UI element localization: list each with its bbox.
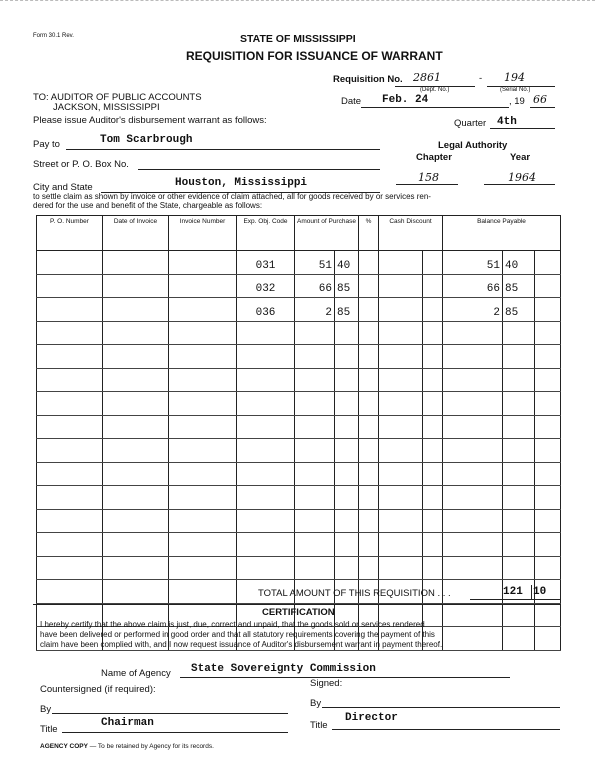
table-row: [37, 486, 561, 510]
requisition-dash: -: [479, 73, 483, 84]
invoice-cell: [169, 509, 237, 533]
percent-cell: [359, 392, 379, 416]
date-value: Feb. 24: [382, 94, 429, 106]
po-cell: [37, 274, 103, 298]
address-line-1: TO: AUDITOR OF PUBLIC ACCOUNTS: [33, 92, 202, 103]
agency-line: [180, 677, 510, 678]
amount-cents-cell: [335, 509, 359, 533]
table-row: [37, 509, 561, 533]
date-cell: [103, 298, 169, 322]
invoice-cell: [169, 274, 237, 298]
balance-cents-cell: 85: [503, 298, 535, 322]
state-heading: STATE OF MISSISSIPPI: [240, 33, 356, 45]
amount-dollars-cell: [295, 368, 335, 392]
exp-obj-code-cell: [237, 368, 295, 392]
amount-dollars-cell: 2: [295, 298, 335, 322]
percent-cell: [359, 415, 379, 439]
discount-dollars-cell: [379, 298, 423, 322]
right-title-line: [332, 729, 560, 730]
balance-extra-cell: [535, 486, 561, 510]
amount-dollars-cell: [295, 462, 335, 486]
amount-cents-cell: [335, 462, 359, 486]
discount-cents-cell: [423, 462, 443, 486]
amount-cents-cell: [335, 556, 359, 580]
serial-no-value: 194: [504, 71, 525, 84]
certification-line-3: claim have been complied with, and I now request issuance of Auditor's disbursement warrant in payment thereof.: [40, 640, 443, 649]
header-percent: %: [359, 216, 379, 251]
footer-rest: — To be retained by Agency for its records.: [87, 743, 214, 750]
quarter-label: Quarter: [454, 118, 487, 129]
balance-dollars-cell: [443, 368, 503, 392]
exp-obj-code-cell: [237, 462, 295, 486]
left-title-label: Title: [40, 724, 58, 735]
balance-extra-cell: [535, 392, 561, 416]
exp-obj-code-cell: [237, 345, 295, 369]
date-cell: [103, 509, 169, 533]
amount-dollars-cell: [295, 392, 335, 416]
address-line-3: Please issue Auditor's disbursement warrant as follows:: [33, 115, 267, 126]
right-by-label: By: [310, 698, 322, 709]
po-cell: [37, 392, 103, 416]
amount-cents-cell: [335, 345, 359, 369]
date-cell: [103, 486, 169, 510]
date-cell: [103, 251, 169, 275]
table-row: [37, 462, 561, 486]
balance-dollars-cell: [443, 415, 503, 439]
balance-cents-cell: [503, 345, 535, 369]
balance-cents-cell: [503, 321, 535, 345]
date-cell: [103, 556, 169, 580]
amount-dollars-cell: [295, 415, 335, 439]
balance-cents-cell: [503, 368, 535, 392]
balance-dollars-cell: [443, 392, 503, 416]
po-cell: [37, 533, 103, 557]
pay-to-label: Pay to: [33, 139, 60, 150]
chapter-label: Chapter: [416, 152, 452, 163]
table-row: [37, 321, 561, 345]
table-row: [37, 274, 561, 298]
table-row: [37, 368, 561, 392]
street-label: Street or P. O. Box No.: [33, 159, 129, 170]
invoice-cell: [169, 392, 237, 416]
amount-cents-cell: [335, 486, 359, 510]
left-title-line: [62, 732, 288, 733]
date-cell: [103, 345, 169, 369]
header-po-number: P. O. Number: [37, 216, 103, 251]
invoice-cell: [169, 368, 237, 392]
street-line: [138, 169, 380, 170]
percent-cell: [359, 486, 379, 510]
discount-cents-cell: [423, 298, 443, 322]
total-cents: 10: [533, 586, 547, 598]
date-cell: [103, 321, 169, 345]
balance-cents-cell: [503, 415, 535, 439]
balance-cents-cell: [503, 439, 535, 463]
balance-cents-cell: [503, 509, 535, 533]
right-title-value: Director: [345, 712, 398, 724]
po-cell: [37, 556, 103, 580]
percent-cell: [359, 274, 379, 298]
exp-obj-code-cell: 032: [237, 274, 295, 298]
balance-extra-cell: [535, 321, 561, 345]
invoice-cell: [169, 298, 237, 322]
discount-dollars-cell: [379, 415, 423, 439]
pay-to-line: [66, 149, 380, 150]
balance-dollars-cell: [443, 462, 503, 486]
balance-dollars-cell: 2: [443, 298, 503, 322]
pay-to-value: Tom Scarbrough: [100, 134, 193, 146]
percent-cell: [359, 298, 379, 322]
balance-cents-cell: [503, 627, 535, 651]
ledger-table: [36, 215, 561, 651]
certification-line-2: have been delivered or performed in good order and that all statutory requirements covering the payment of this: [40, 630, 435, 639]
discount-cents-cell: [423, 274, 443, 298]
exp-obj-code-cell: [237, 392, 295, 416]
table-row: [37, 298, 561, 322]
percent-cell: [359, 251, 379, 275]
percent-cell: [359, 462, 379, 486]
po-cell: [37, 345, 103, 369]
po-cell: [37, 251, 103, 275]
exp-obj-code-cell: [237, 533, 295, 557]
amount-cents-cell: 85: [335, 274, 359, 298]
discount-cents-cell: [423, 321, 443, 345]
amount-dollars-cell: [295, 321, 335, 345]
form-title: REQUISITION FOR ISSUANCE OF WARRANT: [186, 49, 443, 63]
year-label: Year: [510, 152, 531, 163]
chapter-value: 158: [418, 171, 439, 184]
discount-dollars-cell: [379, 274, 423, 298]
date-cell: [103, 533, 169, 557]
discount-cents-cell: [423, 486, 443, 510]
exp-obj-code-cell: [237, 321, 295, 345]
header-invoice-number: Invoice Number: [169, 216, 237, 251]
agency-label: Name of Agency: [101, 668, 171, 679]
date-cell: [103, 415, 169, 439]
balance-dollars-cell: [443, 533, 503, 557]
table-row: [37, 556, 561, 580]
quarter-line: [490, 128, 555, 129]
header-date-of-invoice: Date of Invoice: [103, 216, 169, 251]
left-by-line: [52, 713, 288, 714]
date-year-prefix: , 19: [509, 96, 525, 107]
signed-label: Signed:: [310, 678, 343, 689]
certification-title: CERTIFICATION: [262, 607, 335, 618]
invoice-cell: [169, 321, 237, 345]
amount-cents-cell: 85: [335, 298, 359, 322]
discount-dollars-cell: [379, 556, 423, 580]
balance-dollars-cell: [443, 486, 503, 510]
invoice-cell: [169, 556, 237, 580]
year-value: 1964: [508, 171, 536, 184]
date-year-line: [530, 107, 555, 108]
amount-dollars-cell: [295, 486, 335, 510]
po-cell: [37, 462, 103, 486]
amount-cents-cell: [335, 439, 359, 463]
po-cell: [37, 298, 103, 322]
invoice-cell: [169, 439, 237, 463]
address-line-2: JACKSON, MISSISSIPPI: [53, 102, 160, 113]
balance-cents-cell: [503, 486, 535, 510]
exp-obj-code-cell: 036: [237, 298, 295, 322]
balance-extra-cell: [535, 274, 561, 298]
balance-extra-cell: [535, 415, 561, 439]
discount-cents-cell: [423, 439, 443, 463]
balance-dollars-cell: [443, 603, 503, 627]
balance-cents-cell: [503, 603, 535, 627]
chapter-line: [396, 184, 458, 185]
amount-dollars-cell: [295, 345, 335, 369]
discount-cents-cell: [423, 368, 443, 392]
balance-extra-cell: [535, 298, 561, 322]
balance-extra-cell: [535, 509, 561, 533]
date-cell: [103, 368, 169, 392]
balance-cents-cell: [503, 556, 535, 580]
amount-dollars-cell: [295, 439, 335, 463]
total-cents-divider: [531, 585, 532, 599]
dept-no-caption: (Dept. No.): [420, 87, 450, 93]
invoice-cell: [169, 533, 237, 557]
discount-dollars-cell: [379, 533, 423, 557]
header-cash-discount: Cash Discount: [379, 216, 443, 251]
balance-dollars-cell: [443, 321, 503, 345]
invoice-cell: [169, 251, 237, 275]
discount-cents-cell: [423, 251, 443, 275]
discount-dollars-cell: [379, 486, 423, 510]
discount-dollars-cell: [379, 462, 423, 486]
percent-cell: [359, 345, 379, 369]
header-amount-of-purchase: Amount of Purchase: [295, 216, 359, 251]
footer-note: [40, 743, 214, 750]
left-title-value: Chairman: [101, 717, 154, 729]
balance-extra-cell: [535, 603, 561, 627]
balance-extra-cell: [535, 439, 561, 463]
invoice-cell: [169, 580, 237, 604]
balance-cents-cell: 85: [503, 274, 535, 298]
percent-cell: [359, 321, 379, 345]
settle-text-2: dered for the use and benefit of the State, chargeable as follows:: [33, 201, 263, 210]
po-cell: [37, 321, 103, 345]
date-label: Date: [341, 96, 362, 107]
po-cell: [37, 580, 103, 604]
page-top-edge: [0, 0, 595, 1]
amount-cents-cell: [335, 415, 359, 439]
agency-value: State Sovereignty Commission: [191, 663, 376, 675]
amount-cents-cell: [335, 533, 359, 557]
table-row: [37, 392, 561, 416]
amount-dollars-cell: [295, 556, 335, 580]
table-row: [37, 251, 561, 275]
invoice-cell: [169, 345, 237, 369]
quarter-value: 4th: [497, 116, 517, 128]
discount-dollars-cell: [379, 509, 423, 533]
amount-dollars-cell: [295, 533, 335, 557]
po-cell: [37, 509, 103, 533]
requisition-label: Requisition No.: [333, 74, 403, 85]
left-by-label: By: [40, 704, 52, 715]
balance-cents-cell: [503, 392, 535, 416]
balance-extra-cell: [535, 368, 561, 392]
settle-text-1: to settle claim as shown by invoice or other evidence of claim attached, all for goods received by or services ren-: [33, 192, 431, 201]
balance-dollars-cell: [443, 509, 503, 533]
balance-extra-cell: [535, 251, 561, 275]
table-row: [37, 439, 561, 463]
invoice-cell: [169, 415, 237, 439]
percent-cell: [359, 533, 379, 557]
amount-cents-cell: [335, 321, 359, 345]
balance-extra-cell: [535, 533, 561, 557]
percent-cell: [359, 439, 379, 463]
balance-extra-cell: [535, 556, 561, 580]
discount-cents-cell: [423, 392, 443, 416]
balance-dollars-cell: [443, 627, 503, 651]
year-line: [484, 184, 555, 185]
amount-dollars-cell: 66: [295, 274, 335, 298]
exp-obj-code-cell: [237, 556, 295, 580]
percent-cell: [359, 509, 379, 533]
discount-dollars-cell: [379, 321, 423, 345]
city-label: City and State: [33, 182, 93, 193]
date-cell: [103, 439, 169, 463]
discount-cents-cell: [423, 345, 443, 369]
amount-cents-cell: [335, 368, 359, 392]
percent-cell: [359, 556, 379, 580]
balance-dollars-cell: 51: [443, 251, 503, 275]
amount-dollars-cell: 51: [295, 251, 335, 275]
balance-extra-cell: [535, 345, 561, 369]
table-row: [37, 533, 561, 557]
balance-cents-cell: [503, 533, 535, 557]
amount-cents-cell: 40: [335, 251, 359, 275]
legal-authority-label: Legal Authority: [438, 140, 508, 151]
amount-dollars-cell: [295, 509, 335, 533]
serial-no-caption: (Serial No.): [500, 87, 531, 93]
amount-cents-cell: [335, 392, 359, 416]
po-cell: [37, 368, 103, 392]
exp-obj-code-cell: [237, 439, 295, 463]
discount-dollars-cell: [379, 251, 423, 275]
date-cell: [103, 392, 169, 416]
balance-dollars-cell: [443, 345, 503, 369]
exp-obj-code-cell: [237, 415, 295, 439]
percent-cell: [359, 368, 379, 392]
po-cell: [37, 415, 103, 439]
discount-cents-cell: [423, 603, 443, 627]
header-balance-payable: Balance Payable: [443, 216, 561, 251]
form-number: Form 30.1 Rev.: [33, 33, 74, 39]
section-divider: [33, 604, 560, 605]
discount-dollars-cell: [379, 368, 423, 392]
exp-obj-code-cell: [237, 509, 295, 533]
exp-obj-code-cell: 031: [237, 251, 295, 275]
discount-cents-cell: [423, 533, 443, 557]
discount-dollars-cell: [379, 345, 423, 369]
exp-obj-code-cell: [237, 486, 295, 510]
dept-no-value: 2861: [413, 71, 441, 84]
discount-cents-cell: [423, 556, 443, 580]
certification-line-1: I hereby certify that the above claim is just, due, correct and unpaid, that the goods sold or services rendered: [40, 620, 425, 629]
right-by-line: [322, 707, 560, 708]
footer-agency-copy: AGENCY COPY: [40, 743, 88, 750]
date-cell: [103, 462, 169, 486]
total-label: TOTAL AMOUNT OF THIS REQUISITION . . .: [258, 588, 451, 599]
balance-dollars-cell: [443, 439, 503, 463]
balance-extra-cell: [535, 462, 561, 486]
total-value: 121: [503, 586, 523, 598]
date-year-suffix: 66: [533, 93, 547, 106]
table-row: [37, 415, 561, 439]
balance-extra-cell: [535, 627, 561, 651]
total-line: [470, 599, 560, 600]
discount-cents-cell: [423, 509, 443, 533]
city-value: Houston, Mississippi: [175, 177, 308, 189]
balance-dollars-cell: [443, 556, 503, 580]
balance-cents-cell: [503, 462, 535, 486]
po-cell: [37, 439, 103, 463]
date-cell: [103, 274, 169, 298]
right-title-label: Title: [310, 720, 328, 731]
po-cell: [37, 486, 103, 510]
date-line: [361, 107, 509, 108]
discount-cents-cell: [423, 415, 443, 439]
date-cell: [103, 580, 169, 604]
invoice-cell: [169, 462, 237, 486]
discount-dollars-cell: [379, 392, 423, 416]
balance-dollars-cell: 66: [443, 274, 503, 298]
countersigned-label: Countersigned (if required):: [40, 684, 156, 695]
discount-dollars-cell: [379, 439, 423, 463]
balance-cents-cell: 40: [503, 251, 535, 275]
invoice-cell: [169, 486, 237, 510]
header-exp-obj-code: Exp. Obj. Code: [237, 216, 295, 251]
table-row: [37, 345, 561, 369]
